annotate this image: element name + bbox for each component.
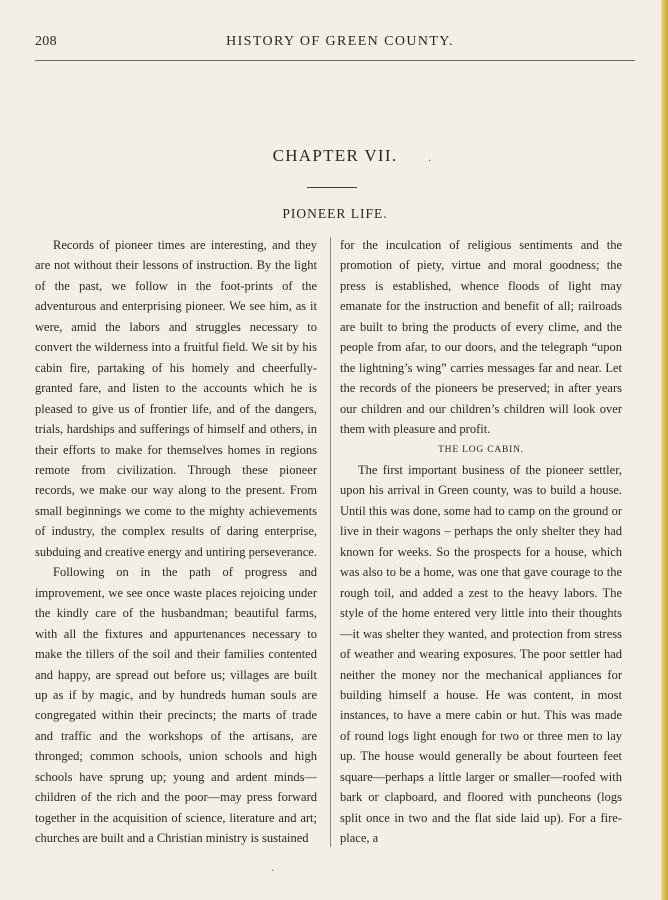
running-head (35, 34, 635, 54)
paragraph: The first important business of the pioneer settler, upon his arrival in Green county, was to build a house. Until this was done, some had to camp on the ground or live in their wagons – perhaps the only shelter they had known for weeks. So the prospects for a house, which was also to be a home, was one that gave courage to the rough toil, and added a zest to the heavy labors. The style of the home entered very little into their thoughts—it was shelter they wanted, and protection from stress of weather and wearing exposures. The poor settler had neither the money nor the mechanical appliances for building himself a house. He was content, in most instances, to have a mere cabin or hut. This was made of round logs light enough for two or three men to lay up. The house would generally be about fourteen feet square—perhaps a little larger or smaller—roofed with bark or clapboard, and floored with puncheons (logs split once in two and the flat side laid up). For a fire-place, a (340, 462, 622, 846)
ink-speck: · (428, 156, 432, 167)
left-column (35, 235, 317, 849)
column-divider (330, 237, 331, 847)
chapter-title: CHAPTER VII. (272, 146, 398, 165)
chapter-rule (307, 187, 357, 188)
paragraph: Records of pioneer times are interesting, and they are not without their lessons of instruction. By the light of the past, we follow in the foot-prints of the adventurous and enterprising pioneer. We see him, as it were, amid the labors and struggles necessary to convert the wilderness into a fruitful field. We sit by his cabin fire, partaking of his homely and cheerfully-granted fare, and listen to the accounts which he is pleased to give us of frontier life, and of the dangers, trials, hardships and sufferings of himself and others, in their efforts to make for themselves homes in regions remote from civilization. Through these pioneer records, we make our way along to the present. From small beginnings we come to the mighty achievements of industry, the complex results of daring enterprise, subduing and creative energy and untiring perseverance. (35, 238, 317, 559)
page-number: 208 (35, 34, 57, 49)
paragraph-continuation: for the inculcation of religious sentiments and the promotion of piety, virtue and moral goodness; the press is established, whence floods of light may emanate for the instruction and benefit of all; railroads are built to bring the products of every clime, and the people from afar, to our doors, and the telegraph “upon the lightning’s wing” carries messages far and near. Let the records of the pioneers be preserved; in after years our children and our children’s children will look over them with pleasure and profit. (340, 238, 622, 437)
header-rule (35, 60, 635, 61)
page-edge (661, 0, 668, 900)
running-title: HISTORY OF GREEN COUNTY. (226, 34, 454, 49)
ink-speck: · (271, 866, 275, 877)
subheading: THE LOG CABIN. (438, 444, 524, 455)
right-column (340, 235, 622, 849)
section-title: PIONEER LIFE. (282, 206, 388, 221)
paragraph: Following on in the path of progress and improvement, we see once waste places rejoicing under the kindly care of the husbandman; beautiful farms, with all the fixtures and appurtenances necessary to make the tillers of the soil and their families contented and happy, are spread out before us; villages are built up as if by magic, and by hundreds human souls are congregated within their precincts; the marts of trade and traffic and the workshops of the artisans, are thronged; common schools, union schools and high schools have sprung up; young and ardent minds—children of the rich and the poor—may press forward together in the acquisition of science, literature and art; churches are built and a Christian ministry is sustained (35, 565, 317, 846)
